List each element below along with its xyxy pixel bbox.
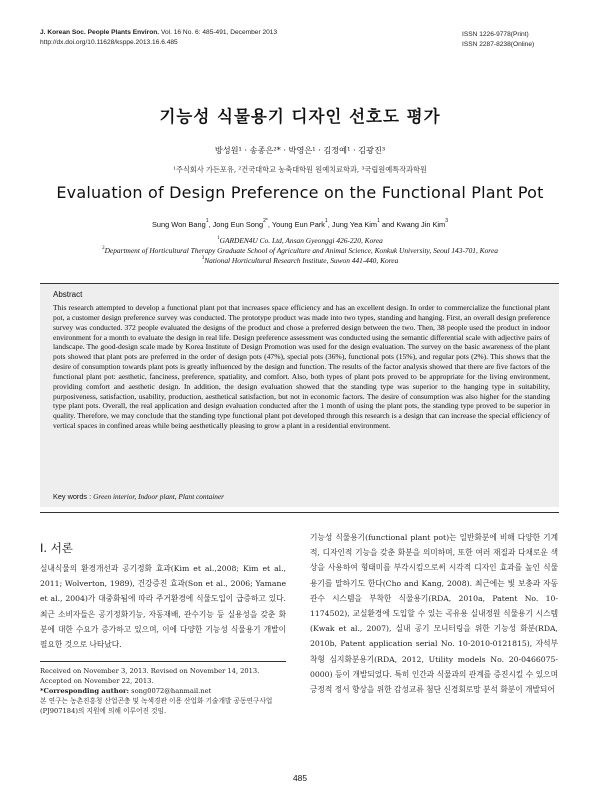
- english-affiliations: [40, 236, 560, 267]
- keywords-label: Key words :: [53, 492, 92, 501]
- abstract-heading: Abstract: [53, 290, 83, 299]
- affiliation-1: $^1$GARDEN4U Co. Ltd, Ansan Gyeonggi 426-220, Korea: [217, 236, 383, 245]
- author-name: Jung Yea Kim: [331, 220, 378, 229]
- journal-header: [40, 28, 277, 48]
- issn-block: [462, 30, 534, 50]
- korean-authors: 방성원¹ · 송종은²* · 박영은¹ · 김정예¹ · 김광진³: [214, 145, 386, 155]
- corresponding-author: *Corresponding author: song0072@hanmail.net: [40, 687, 212, 695]
- corresponding-email[interactable]: song0072@hanmail.net: [131, 687, 212, 695]
- section-heading: Ⅰ. 서론: [40, 541, 73, 555]
- author-name: Kwang Jin Kim: [396, 220, 446, 229]
- author-name: Sung Won Bang: [151, 220, 206, 229]
- page-number: 485: [293, 773, 307, 783]
- affiliation-2: $^2$Department of Horticultural Therapy Graduate School of Agriculture and Animal Science, Konkuk University, Seoul 143-701, Korea: [102, 246, 498, 256]
- journal-name: J. Korean Soc. People Plants Environ.: [40, 29, 160, 36]
- english-title: Evaluation of Design Preference on the Functional Plant Pot: [56, 183, 544, 202]
- received-dates: Received on November 3, 2013. Revised on November 14, 2013. Accepted on November 22, 2013.: [40, 667, 260, 685]
- issn-online: ISSN 2287-8238(Online): [462, 41, 535, 48]
- issn-print: ISSN 1226-9778(Print): [462, 31, 529, 38]
- korean-title: 기능성 식물용기 디자인 선호도 평가: [159, 107, 441, 126]
- author-sup: 1: [205, 218, 209, 224]
- author-name: Young Eun Park: [271, 220, 325, 229]
- funding-note: 본 연구는 농촌진흥청 산업곤충 및 녹색경관 이용 산업화 기술개발 공동연구사업(PJ907184)의 지원에 의해 이루어진 것임.: [40, 697, 273, 715]
- body-left-column: 실내식물의 환경개선과 공기정화 효과(Kim et al.,2008; Kim et al., 2011; Wolverton, 1989), 건강증진 효과(Son et al., 2006; Yamane et al., 2004)가 대중화됨에 따라 주거환경에 식물도입이 급증하고 있다. 최근 소비자들은 공기정화기능, 자동재배, 관수기능 등 실용성을 갖춘 화분에 대한 수요가 증가하고 있으며, 이에 다양한 기능성 식물용기 개발이 필요한 것으로 나타났다.: [40, 564, 286, 650]
- body-right-column: 기능성 식물용기(functional plant pot)는 일반화분에 비해 다양한 기계적, 디자인적 기능을 갖춘 화분을 의미하며, 또한 여러 재질과 다채로운 색상을 사용하여 형태미를 부각시킴으로써 시각적 디자인 효과를 높인 식물용기를 말하기도 한다(Cho and Kang, 2008). 최근에는 빛 보충과 자동관수 시스템을 부착한 식물용기(RDA, 2010a, Patent No. 10-1174502), 교실환경에 도입할 수 있는 곡유용 실내정원 식물용기 시스템(Kwak et al., 2007), 실내 공기 모니터링을 위한 기능성 화분(RDA, 2010b, Patent application serial No. 10-2010-0121815), 자석부착형 심지화분용기(RDA, 2012, Utility models No. 20-0466075-0000) 등이 개발되었다. 특히 인간과 식물과의 관계를 증진시킬 수 있으며 긍정적 정서 향상을 위한 감성교류 첨단 신경회로망 분석 화분이 개발되어: [310, 533, 558, 695]
- keywords-value: Green interior, Indoor plant, Plant container: [93, 492, 225, 501]
- footnote-divider: [40, 661, 286, 662]
- keywords: [53, 492, 224, 501]
- author-sup: 3: [445, 218, 448, 224]
- footnote: [40, 666, 286, 716]
- abstract-text: This research attempted to develop a functional plant pot that increases space efficiency and has an excellent design. In order to commercialize the functional plant pot, a customer design preference survey was conducted. The prototype product was made into two types, standing and hanging. First, an overall design preference survey was conducted. 372 people evaluated the designs of the product and chose a preferred design between the two. Then, 38 people used the product in indoor environment for a month to evaluate the design in real life. Design preference assessment was conducted using the semantic differential scale with adjective pairs of landscape. The good-design scale made by Korea Institute of Design Promotion was used for the design evaluation. The survey on the basic awareness of the plant pots showed that plant pots are preferred in the order of design pots (47%), special pots (36%), functional pots (15%), and regular pots (2%). This shows that the desire of consumption towards plant pots is greatly influenced by the design and function. The results of the factor analysis showed that there are five factors of the functional plant pot: aesthetic, fanciness, preference, spatiality, and comfort. Also, both types of plant pots proved to be appropriate for the living environment, providing comfort and aesthetic design. In addition, the design evaluation showed that the standing type was superior to the hanging type in suitability, purposiveness, satisfaction, usability, production, aesthetical satisfaction, but not in economic factors. The desire of consumption was also higher for the standing type plant pots. Overall, the real application and design evaluation conducted after the 1 month of using the plant pots, the standing type proved to be superior in quality. Therefore, we may conclude that the standing type functional plant pot developed through this research is a design that can increase the special efficiency of vertical spaces in confined areas while being aesthetically pleasing to grow a plant in a residential environment.: [53, 303, 550, 431]
- author-name: Jong Eun Song: [212, 220, 264, 229]
- divider: [40, 512, 559, 513]
- author-sup: 1: [377, 218, 380, 224]
- korean-affiliations: ¹주식회사 가든포유, ²건국대학교 농축대학원 원예치료학과, ³국립원예특작과학원: [173, 165, 427, 174]
- doi-link[interactable]: http://dx.doi.org/10.11628/ksppe.2013.16.6.485: [40, 39, 178, 46]
- affiliation-3: $^3$National Horticultural Research Institute, Suwon 441-440, Korea: [201, 256, 399, 266]
- english-authors: Sung Won Bang$^1$, Jong Eun Song$^{2*}$, Young Eun Park$^1$, Jung Yea Kim$^1$ and Kwang Jin Kim$^3$: [151, 218, 448, 229]
- author-sup: 1: [325, 218, 328, 224]
- author-sup: 2*: [263, 218, 268, 224]
- volume-info: Vol. 16 No. 6: 485-491, December 2013: [160, 29, 278, 36]
